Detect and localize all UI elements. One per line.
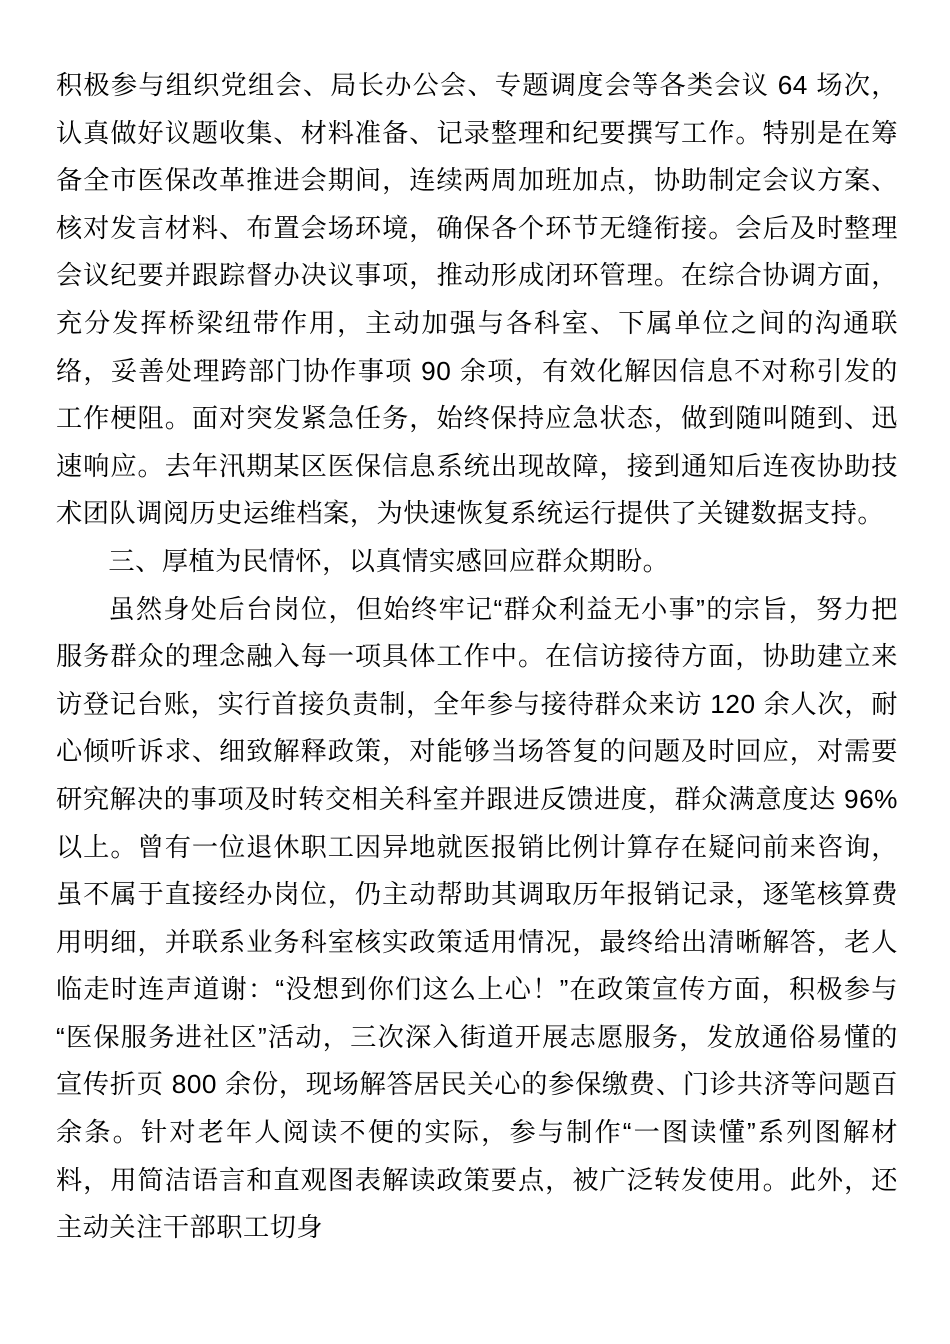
paragraph-2-heading: 三、厚植为民情怀，以真情实感回应群众期盼。 <box>108 545 670 576</box>
paragraph-3: 虽然身处后台岗位，但始终牢记“群众利益无小事”的宗旨，努力把服务群众的理念融入每一项具体工作中。在信访接待方面，协助建立来访登记台账，实行首接负责制，全年参与接待群众来访 120 余人次，耐心倾听诉求、细致解释政策，对能够当场答复的问题及时回应，对需要研究解决的事项及时转交相关科室并跟进反馈进度，群众满意度达 96%以上。曾有一位退休职工因异地就医报销比例计算存在疑问前来咨询，虽不属于直接经办岗位，仍主动帮助其调取历年报销记录，逐笔核算费用明细，并联系业务科室核实政策适用情况，最终给出清晰解答，老人临走时连声道谢：“没想到你们这么上心！”在政策宣传方面，积极参与“医保服务进社区”活动，三次深入街道开展志愿服务，发放通俗易懂的宣传折页 800 余份，现场解答居民关心的参保缴费、门诊共济等问题百余条。针对老年人阅读不便的实际，参与制作“一图读懂”系列图解材料，用简洁语言和直观图表解读政策要点，被广泛转发使用。此外，还主动关注干部职工切身 <box>56 593 898 1243</box>
paragraph-1: 积极参与组织党组会、局长办公会、专题调度会等各类会议 64 场次，认真做好议题收集、材料准备、记录整理和纪要撰写工作。特别是在筹备全市医保改革推进会期间，连续两周加班加点，协助制定会议方案、核对发言材料、布置会场环境，确保各个环节无缝衔接。会后及时整理会议纪要并跟踪督办决议事项，推动形成闭环管理。在综合协调方面，充分发挥桥梁纽带作用，主动加强与各科室、下属单位之间的沟通联络，妥善处理跨部门协作事项 90 余项，有效化解因信息不对称引发的工作梗阻。面对突发紧急任务，始终保持应急状态，做到随叫随到、迅速响应。去年汛期某区医保信息系统出现故障，接到通知后连夜协助技术团队调阅历史运维档案，为快速恢复系统运行提供了关键数据支持。 <box>56 70 898 529</box>
document-body <box>56 62 898 1252</box>
